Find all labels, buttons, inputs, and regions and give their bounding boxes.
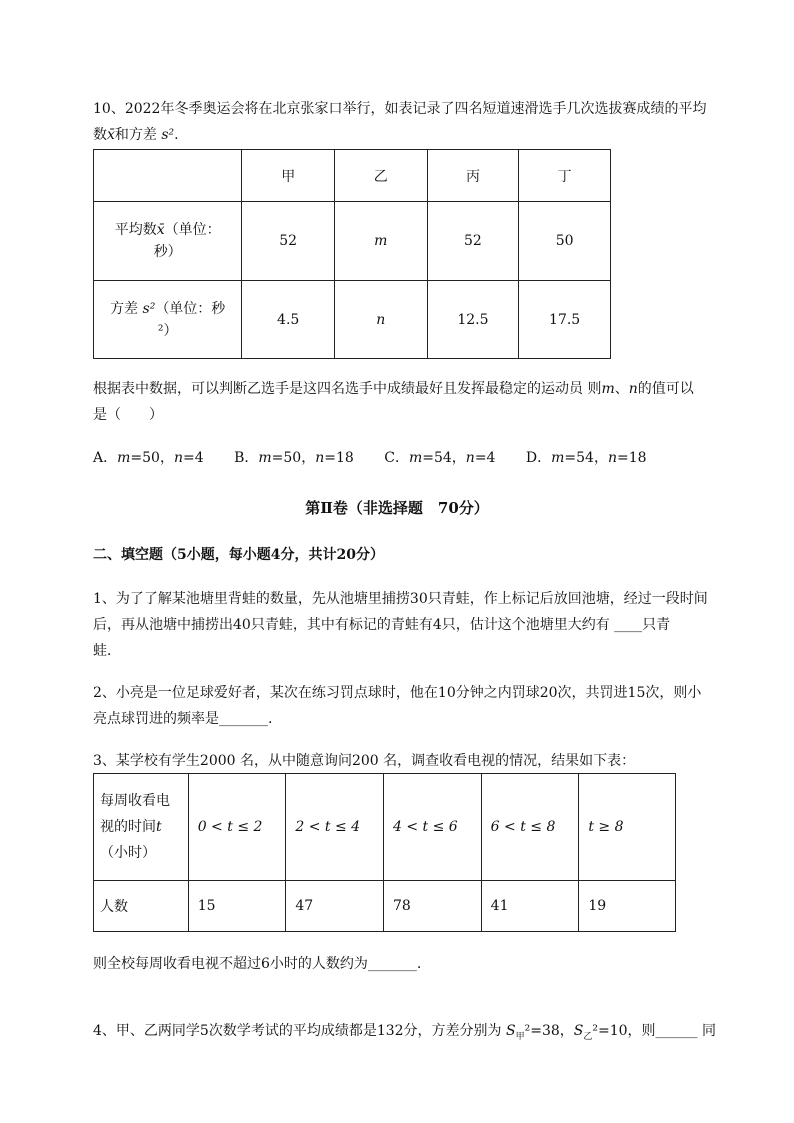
label-text: 方差 <box>110 300 143 317</box>
s-symbol: S <box>506 1023 516 1039</box>
label-text: （单位： <box>164 222 221 238</box>
option-value: =50， <box>130 450 174 466</box>
m-symbol: m <box>117 450 131 466</box>
var-jia: 4.5 <box>242 281 335 359</box>
f1-line-2: 后，再从池塘中捕捞出40只青蛙，其中有标记的青蛙有4只，估计这个池塘里大约有 ____只青 <box>93 617 671 633</box>
t-symbol: t <box>156 819 162 835</box>
n-symbol: n <box>315 450 325 466</box>
q10-text: 的值可以 <box>637 381 694 397</box>
row-label-variance <box>94 281 242 359</box>
q10-text: 根据表中数据，可以判断乙选手是这四名选手中成绩最好且发挥最稳定的运动员 则 <box>93 381 602 397</box>
label-text: ²） <box>157 322 178 339</box>
header-jia: 甲 <box>242 150 335 202</box>
m-symbol: m <box>408 450 423 466</box>
f3-after: 则全校每周收看电视不超过6小时的人数约为_______. <box>93 956 422 972</box>
option-value: =18 <box>324 450 354 466</box>
q10-text: 数 <box>93 127 107 143</box>
f1-line-1: 1、为了了解某池塘里背蛙的数量，先从池塘里捕捞30只青蛙，作上标记后放回池塘，经过一段时间 <box>93 591 708 607</box>
table-cell-empty <box>94 150 242 202</box>
option-value: =4 <box>474 450 496 466</box>
option-label: B． <box>234 450 259 466</box>
f4-value: ²=10，则______ 同 <box>592 1023 716 1039</box>
n-symbol: n <box>465 450 475 466</box>
mean-ding: 50 <box>519 202 611 281</box>
count-4-6: 78 <box>384 881 482 932</box>
row-label-mean <box>94 202 242 281</box>
header-yi: 乙 <box>335 150 428 202</box>
s2-symbol: s² <box>142 300 156 317</box>
header-ding: 丁 <box>519 150 611 202</box>
f2-line-1: 2、小亮是一位足球爱好者，某次在练习罚点球时，他在10分钟之内罚球20次，共罚进15次，则小 <box>93 685 702 701</box>
part2-heading: 二、填空题（5小题，每小题4分，共计20分） <box>93 547 384 563</box>
q10-line-1: 10、2022年冬季奥运会将在北京张家口举行，如表记录了四名短道速滑选手几次选拔赛成绩的平均 <box>93 101 707 117</box>
n-symbol: n <box>628 381 638 397</box>
table-row <box>94 281 611 359</box>
xbar-symbol: x̄ <box>156 222 165 238</box>
mean-yi: m <box>335 202 428 281</box>
option-c[interactable] <box>384 445 495 471</box>
tv-header-label <box>94 774 189 881</box>
mean-bing: 52 <box>427 202 519 281</box>
table-row <box>94 150 611 202</box>
range-8-plus: t ≥ 8 <box>579 774 676 881</box>
s2-symbol: s² <box>161 127 175 143</box>
f3-line-1: 3、某学校有学生2000 名，从中随意询问200 名，调查收看电视的情况，结果如下表： <box>93 753 636 769</box>
table-row <box>94 881 676 932</box>
option-label: D． <box>525 450 552 466</box>
label-text: （小时） <box>100 845 156 861</box>
q10-text: 、 <box>614 381 629 397</box>
m-symbol: m <box>258 450 272 466</box>
range-0-2: 0 < t ≤ 2 <box>188 774 286 881</box>
count-8-plus: 19 <box>579 881 676 932</box>
label-text: 视的时间 <box>100 819 156 835</box>
tv-table <box>93 773 676 932</box>
option-value: =54， <box>564 450 608 466</box>
tv-row-label: 人数 <box>94 881 189 932</box>
stats-table <box>93 149 611 359</box>
count-2-4: 47 <box>286 881 384 932</box>
var-bing: 12.5 <box>427 281 519 359</box>
xbar-symbol: x̄ <box>107 127 115 143</box>
f2-line-2: 亮点球罚进的频率是_______. <box>93 711 273 727</box>
option-label: A． <box>93 450 118 466</box>
s-symbol: S <box>573 1023 584 1039</box>
q10-text: . <box>174 127 179 143</box>
header-bing: 丙 <box>427 150 519 202</box>
q10-text: 和方差 <box>114 127 157 143</box>
option-value: =18 <box>617 450 647 466</box>
option-b[interactable] <box>234 445 354 471</box>
f4-value: ²=38， <box>524 1023 574 1039</box>
label-text: 每周收看电 <box>100 793 170 809</box>
n-symbol: n <box>607 450 617 466</box>
option-value: =4 <box>182 450 204 466</box>
f4-text: 4、甲、乙两同学5次数学考试的平均成绩都是132分，方差分别为 <box>93 1023 506 1039</box>
sub-jia: 甲 <box>515 1031 525 1042</box>
q10-line-2 <box>93 122 753 148</box>
option-value: =50， <box>271 450 316 466</box>
range-4-6: 4 < t ≤ 6 <box>384 774 482 881</box>
range-6-8: 6 < t ≤ 8 <box>481 774 579 881</box>
table-row <box>94 202 611 281</box>
var-yi: n <box>335 281 428 359</box>
m-symbol: m <box>551 450 565 466</box>
f4-line-1 <box>93 1018 753 1050</box>
label-text: （单位：秒 <box>155 300 226 317</box>
q10-options <box>93 445 753 471</box>
section-title: 第Ⅱ卷（非选择题 70分） <box>305 499 489 517</box>
count-0-2: 15 <box>188 881 286 932</box>
sub-yi: 乙 <box>583 1031 593 1042</box>
mean-jia: 52 <box>242 202 335 281</box>
label-text: 平均数 <box>114 222 157 238</box>
option-value: =54， <box>422 450 466 466</box>
table-row <box>94 774 676 881</box>
n-symbol: n <box>173 450 183 466</box>
q10-after-line-1 <box>93 376 753 402</box>
count-6-8: 41 <box>481 881 579 932</box>
var-ding: 17.5 <box>519 281 611 359</box>
option-label: C． <box>384 450 409 466</box>
m-symbol: m <box>601 381 615 397</box>
q10-after-line-2: 是（ ） <box>93 407 163 423</box>
option-d[interactable] <box>526 445 647 471</box>
range-2-4: 2 < t ≤ 4 <box>286 774 384 881</box>
f1-line-3: 蛙． <box>93 643 121 659</box>
label-text: 秒） <box>153 244 182 260</box>
option-a[interactable] <box>93 445 204 471</box>
